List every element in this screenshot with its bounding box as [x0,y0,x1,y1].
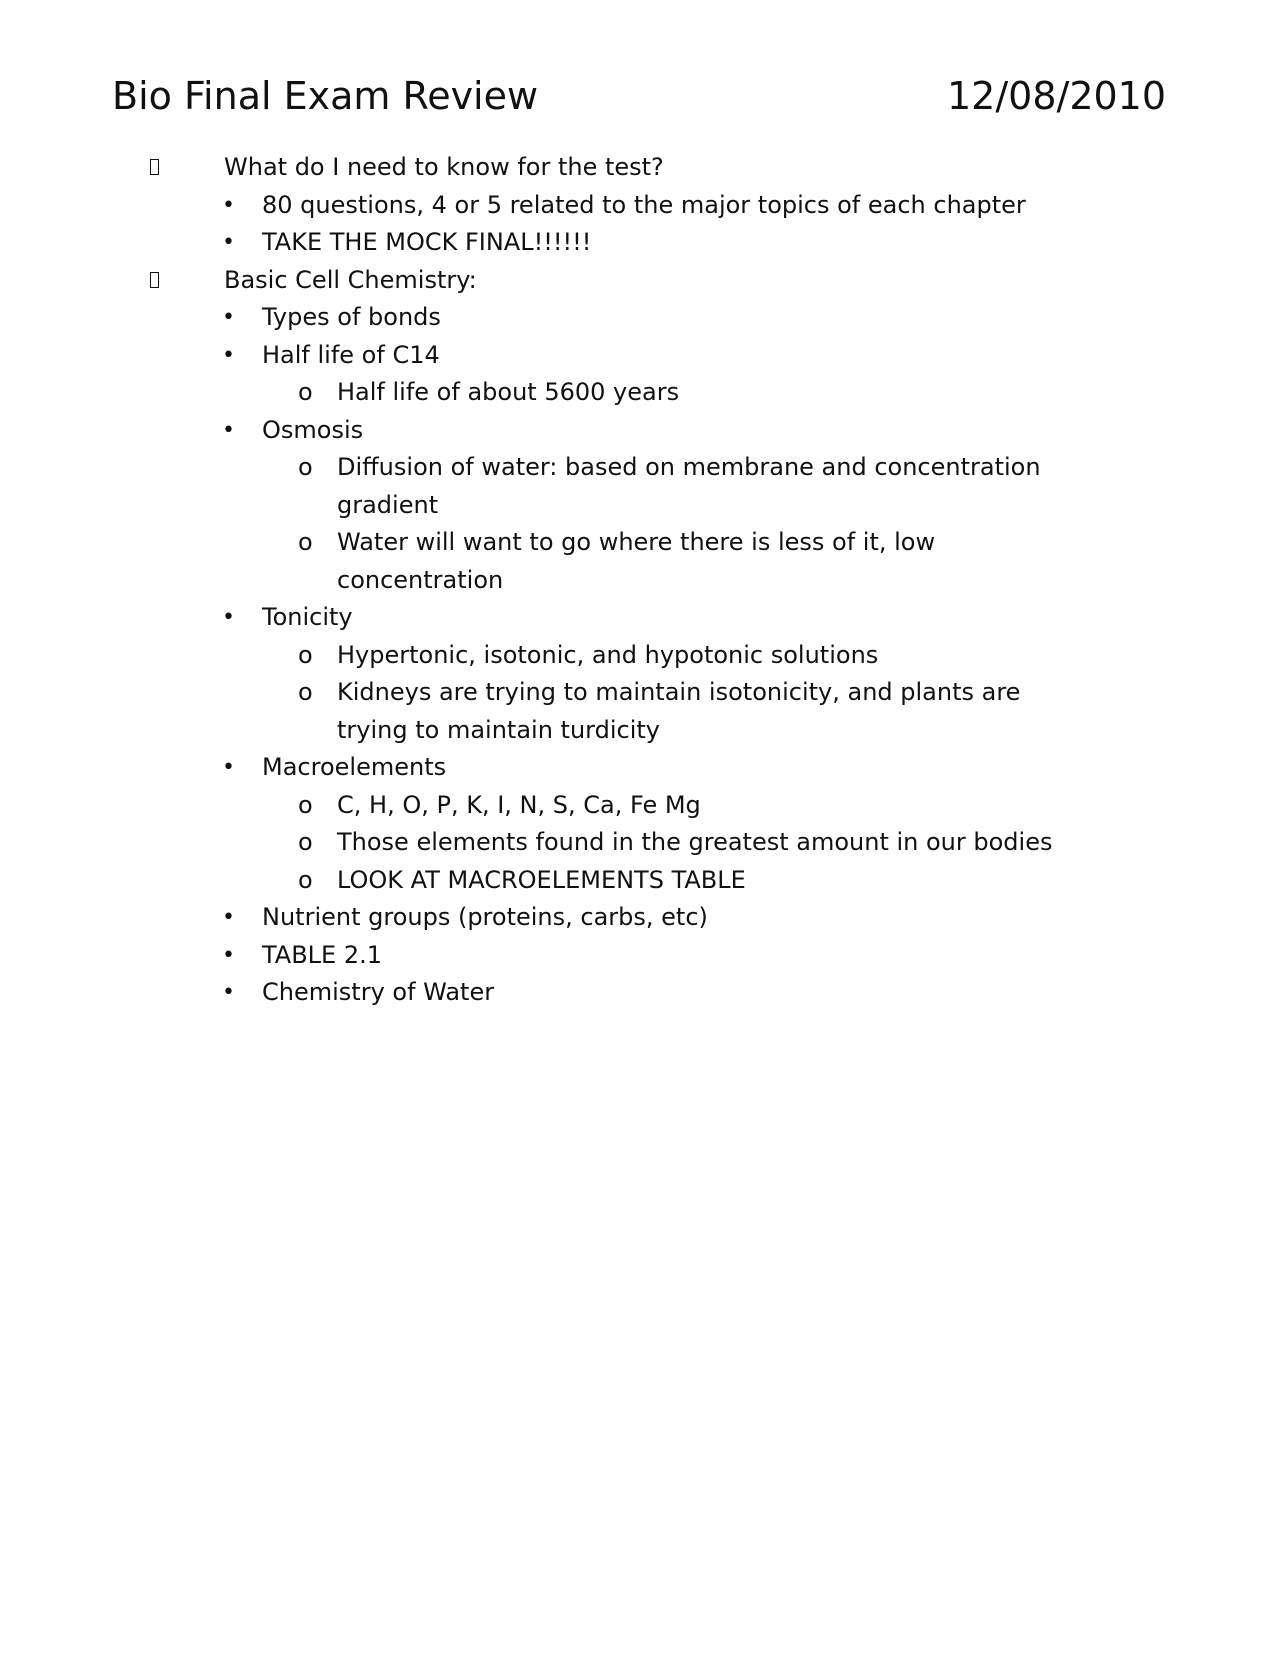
circle-bullet-icon: o [298,528,313,556]
box-bullet-icon [150,149,159,189]
circle-bullet-icon: o [298,790,313,819]
sub-list-item-text: Kidneys are trying to maintain isotonicity, and plants are trying to maintain turdicity [337,678,1021,744]
list-item-text: TAKE THE MOCK FINAL!!!!!! [262,228,592,256]
list-item [0,937,1280,975]
circle-bullet-icon: o [298,453,313,481]
list-item-text: Macroelements [262,753,447,781]
sub-list-item [0,374,1280,412]
list-item [0,187,1280,225]
section-label: What do I need to know for the test? [224,153,664,181]
box-bullet-icon [150,262,159,302]
circle-bullet-icon: o [298,865,313,894]
circle-bullet-icon: o [298,640,313,669]
bullet-icon: • [222,342,235,368]
bullet-icon: • [222,942,235,968]
sub-list-item-text: C, H, O, P, K, I, N, S, Ca, Fe Mg [337,790,701,819]
section-label: Basic Cell Chemistry: [224,265,477,294]
list-item [0,749,1280,787]
page-date: 12/08/2010 [947,74,1167,118]
bullet-icon: • [222,417,235,443]
list-item-text: Nutrient groups (proteins, carbs, etc) [262,903,708,931]
circle-bullet-icon: o [298,678,313,706]
list-item [0,224,1280,262]
sub-list-item [0,787,1280,825]
sub-list-item [0,674,1280,749]
bullet-icon: • [222,755,235,780]
sub-list-item-text: Hypertonic, isotonic, and hypotonic solutions [337,640,879,669]
bullet-icon: • [222,192,235,218]
bullet-icon: • [222,305,235,330]
sub-list-item [0,862,1280,900]
circle-bullet-icon: o [298,828,313,856]
sub-list-item [0,637,1280,675]
circle-bullet-icon: o [298,378,313,406]
list-item-text: Half life of C14 [262,340,440,369]
list-item [0,337,1280,375]
sub-list-item-text: Diffusion of water: based on membrane and concentration gradient [337,453,1041,519]
sub-list-item-text: LOOK AT MACROELEMENTS TABLE [337,865,746,894]
list-item-text: Tonicity [262,603,353,631]
list-item [0,599,1280,637]
review-outline [0,149,1280,1012]
list-item-text: TABLE 2.1 [262,940,383,969]
sub-list-item-text: Water will want to go where there is less of it, low concentration [337,528,936,594]
list-item [0,974,1280,1012]
sub-list-item [0,449,1280,524]
bullet-icon: • [222,980,235,1005]
list-item-text: Osmosis [262,415,364,444]
sub-list-item [0,524,1280,599]
sub-list-item-text: Those elements found in the greatest amount in our bodies [337,828,1053,856]
sub-list-item-text: Half life of about 5600 years [337,378,680,406]
list-item [0,299,1280,337]
bullet-icon: • [222,905,235,930]
bullet-icon: • [222,605,235,630]
section-test-info [0,149,1280,187]
list-item [0,412,1280,450]
list-item-text: 80 questions, 4 or 5 related to the major topics of each chapter [262,190,1026,219]
list-item-text: Chemistry of Water [262,978,495,1006]
bullet-icon: • [222,230,235,255]
page-title: Bio Final Exam Review [112,74,539,118]
list-item-text: Types of bonds [262,303,441,331]
list-item [0,899,1280,937]
section-basic-cell-chemistry [0,262,1280,300]
sub-list-item [0,824,1280,862]
